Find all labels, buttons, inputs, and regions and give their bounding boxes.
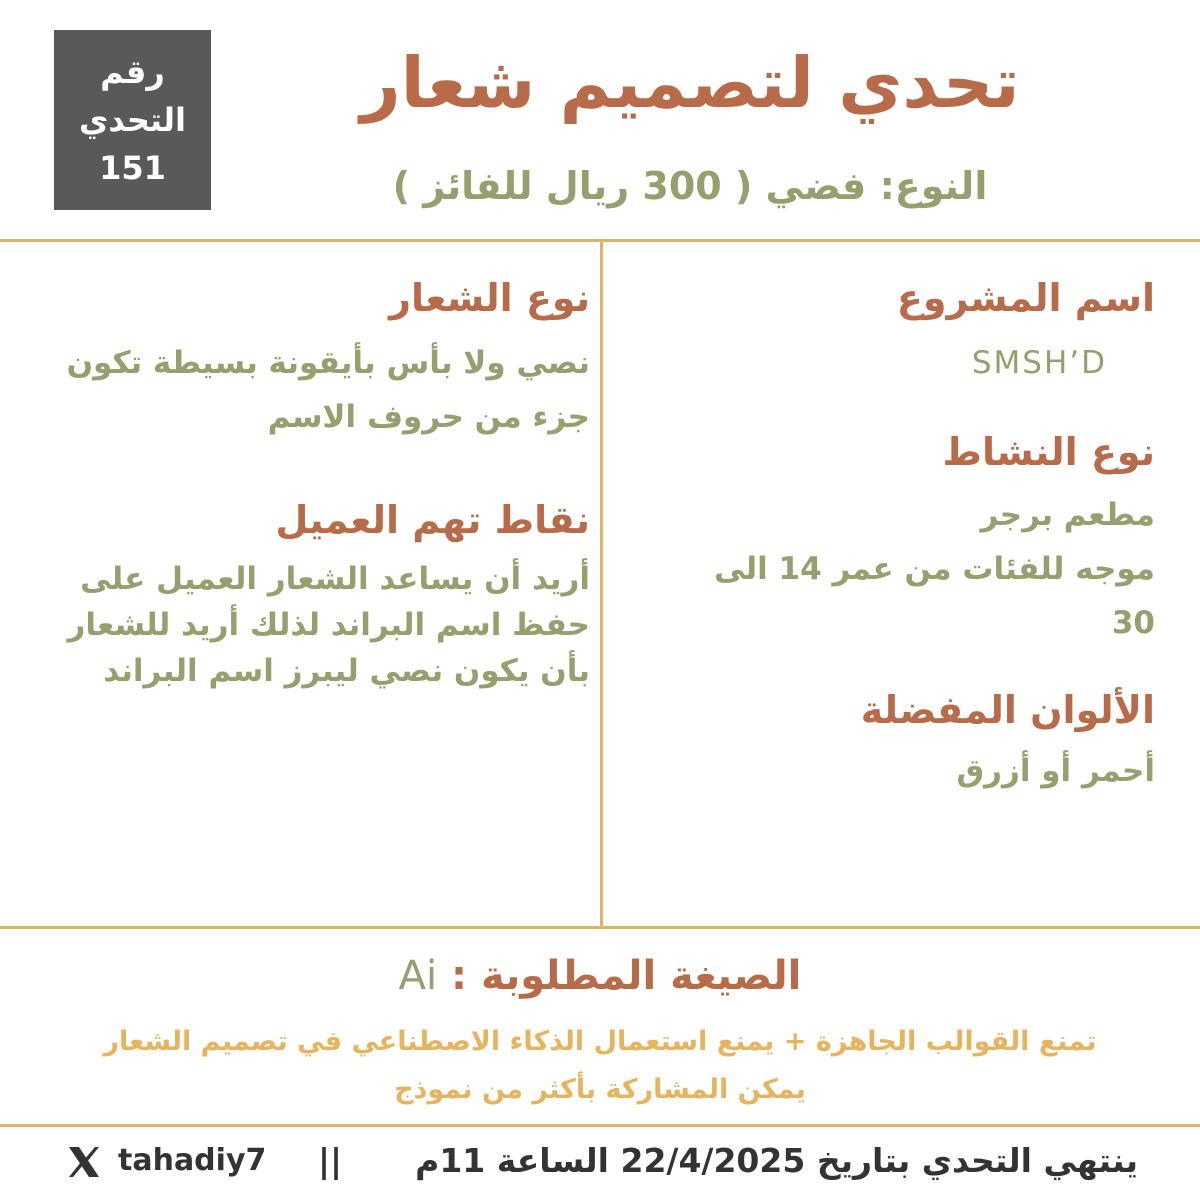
challenge-type-label: النوع: <box>879 164 988 208</box>
challenge-type-value: فضي ( 300 ريال للفائز ) <box>392 164 867 208</box>
column-divider <box>600 241 603 927</box>
page-title: تحدي لتصميم شعار <box>360 42 1020 124</box>
client-points-line-3: بأن يكون نصي ليبرز اسم البراند <box>103 653 590 689</box>
badge-label-line2: التحدي <box>79 101 186 139</box>
project-name-value: SMSH’D <box>971 345 1107 381</box>
format-label: الصيغة المطلوبة : <box>451 953 802 999</box>
challenge-type <box>230 158 1150 214</box>
colors-value: أحمر أو أزرق <box>956 753 1155 789</box>
required-format <box>0 946 1200 1006</box>
client-points-heading: نقاط تهم العميل <box>275 498 590 542</box>
x-logo-icon[interactable] <box>66 1144 102 1180</box>
client-points-line-2: حفظ اسم البراند لذلك أريد للشعار <box>67 607 590 643</box>
colors-heading: الألوان المفضلة <box>860 688 1155 732</box>
logo-type-line-2: جزء من حروف الاسم <box>267 399 590 435</box>
activity-line-3: 30 <box>1111 605 1155 641</box>
logo-type-heading: نوع الشعار <box>389 276 590 320</box>
social-handle[interactable]: tahadiy7 <box>118 1143 267 1178</box>
right-column <box>635 270 1155 798</box>
deadline-text: ينتهي التحدي بتاريخ 22/4/2025 الساعة 11م <box>415 1141 1138 1180</box>
rules-line-2: يمكن المشاركة بأكثر من نموذج <box>394 1074 806 1105</box>
logo-type-line-1: نصي ولا بأس بأيقونة بسيطة تكون <box>66 345 590 381</box>
format-value: Ai <box>398 953 438 999</box>
rules-line-1: تمنع القوالب الجاهزة + يمنع استعمال الذكاء الاصطناعي في تصميم الشعار <box>103 1026 1097 1057</box>
footer-separator: || <box>318 1141 343 1180</box>
project-name-heading: اسم المشروع <box>896 276 1155 320</box>
bottom-divider <box>0 926 1200 929</box>
badge-label-line1: رقم <box>100 53 165 91</box>
challenge-number-badge <box>54 30 211 210</box>
badge-number: 151 <box>99 149 166 187</box>
left-column <box>30 270 590 694</box>
footer-divider <box>0 1124 1200 1127</box>
footer <box>0 1136 1200 1186</box>
rules-notes <box>40 1018 1160 1114</box>
activity-line-2: موجه للفئات من عمر 14 الى <box>714 551 1155 587</box>
client-points-line-1: أريد أن يساعد الشعار العميل على <box>80 561 590 597</box>
activity-line-1: مطعم برجر <box>980 497 1155 533</box>
activity-heading: نوع النشاط <box>942 430 1155 474</box>
